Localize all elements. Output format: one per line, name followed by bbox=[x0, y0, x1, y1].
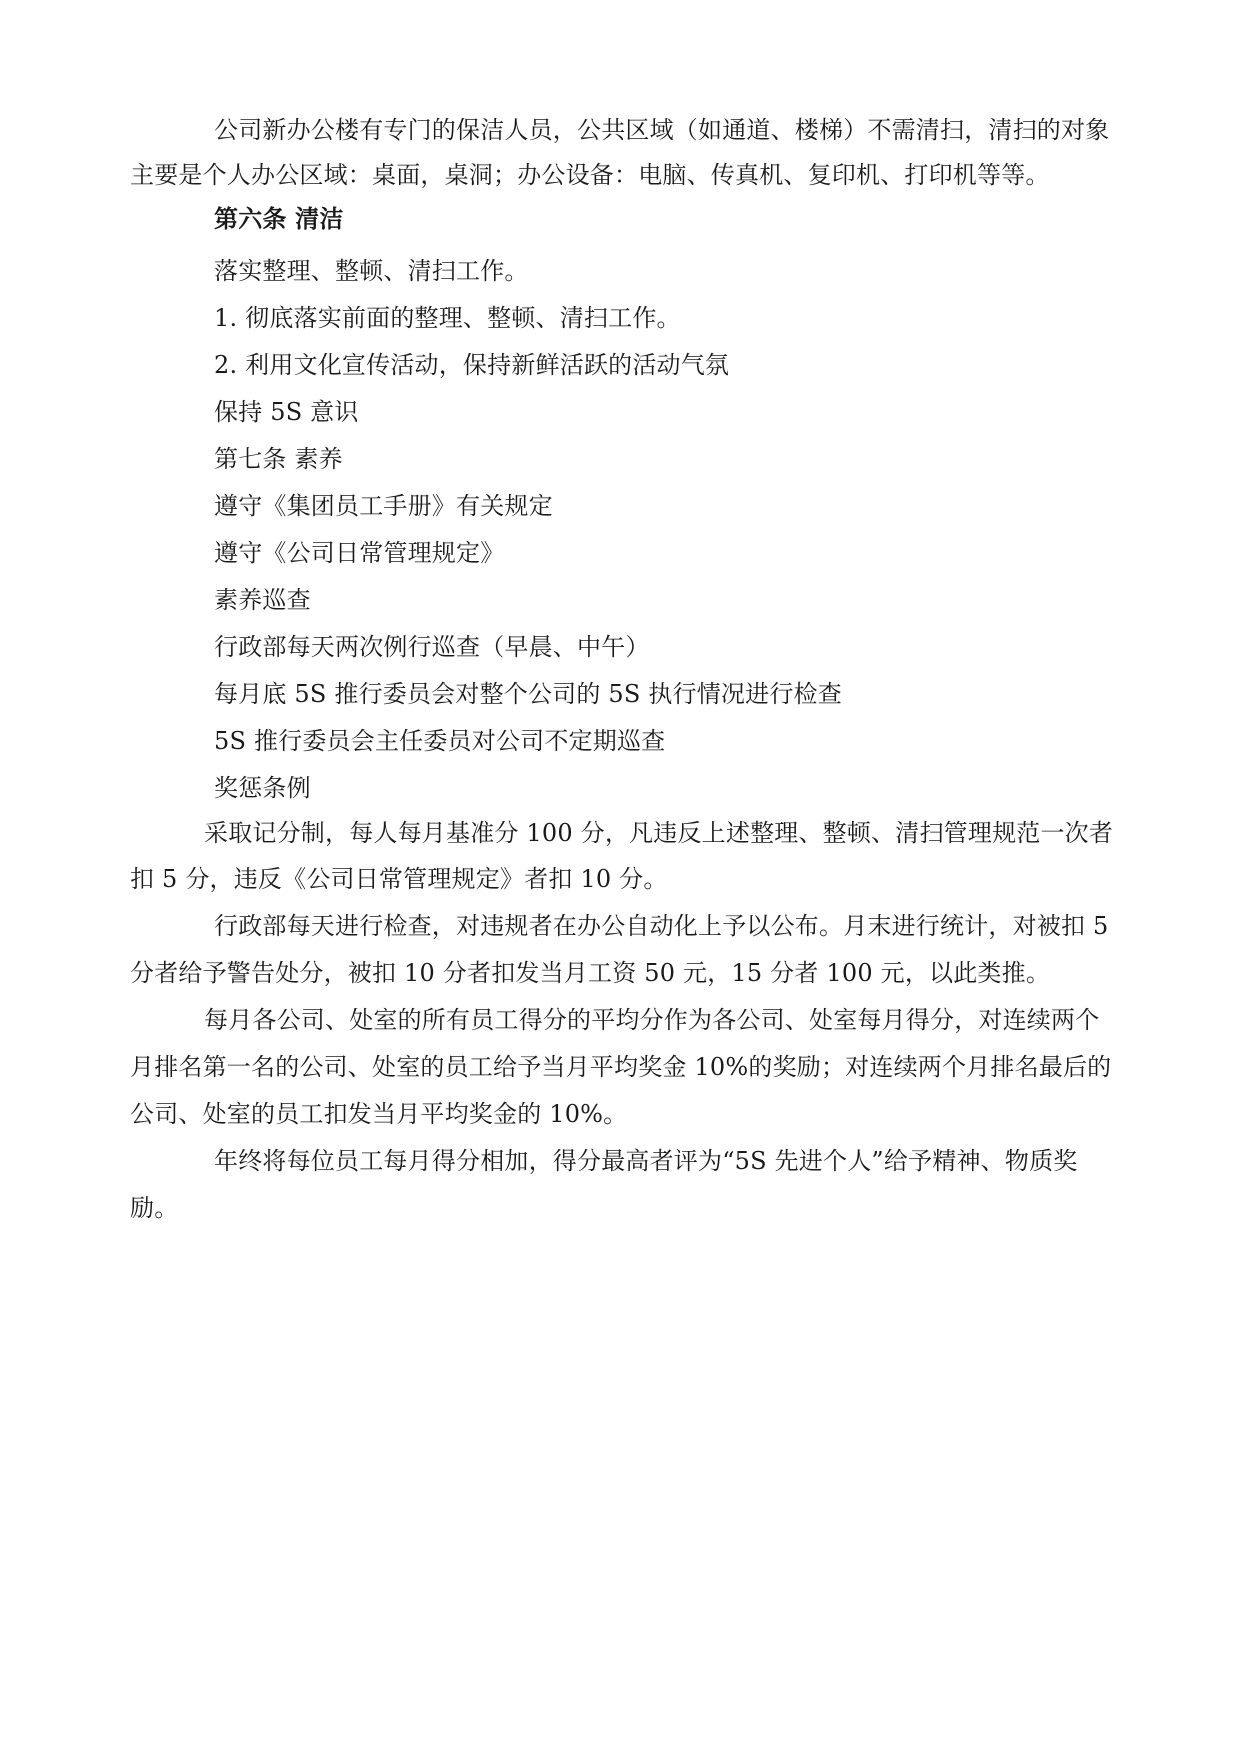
paragraph-annual-line-2: 励。 bbox=[130, 1194, 179, 1222]
paragraph-implement: 落实整理、整顿、清扫工作。 bbox=[214, 257, 529, 285]
article-6-heading: 第六条 清洁 bbox=[214, 204, 344, 233]
article-7-heading: 第七条 素养 bbox=[214, 445, 343, 473]
paragraph-inspection-title: 素养巡查 bbox=[214, 586, 311, 614]
paragraph-ranking-line-3: 公司、处室的员工扣发当月平均奖金的 10%。 bbox=[130, 1100, 628, 1128]
list-item-1: 1. 彻底落实前面的整理、整顿、清扫工作。 bbox=[214, 304, 681, 332]
paragraph-group-handbook: 遵守《集团员工手册》有关规定 bbox=[214, 492, 553, 520]
paragraph-penalty-line-2: 分者给予警告处分，被扣 10 分者扣发当月工资 50 元，15 分者 100 元，以此类推。 bbox=[130, 959, 1051, 987]
paragraph-scoring-line-1: 采取记分制，每人每月基准分 100 分，凡违反上述整理、整顿、清扫管理规范一次者 bbox=[204, 819, 1114, 847]
list-item-2: 2. 利用文化宣传活动，保持新鲜活跃的活动气氛 bbox=[214, 351, 730, 379]
paragraph-ranking-line-2: 月排名第一名的公司、处室的员工给予当月平均奖金 10%的奖励；对连续两个月排名最后的 bbox=[130, 1053, 1112, 1081]
paragraph-daily-rules: 遵守《公司日常管理规定》 bbox=[214, 539, 505, 567]
paragraph-cleaning-scope-line-1: 公司新办公楼有专门的保洁人员，公共区域（如通道、楼梯）不需清扫，清扫的对象 bbox=[214, 116, 1110, 144]
paragraph-monthly-check: 每月底 5S 推行委员会对整个公司的 5S 执行情况进行检查 bbox=[214, 680, 842, 708]
paragraph-admin-inspection: 行政部每天两次例行巡查（早晨、中午） bbox=[214, 633, 650, 661]
paragraph-penalty-line-1: 行政部每天进行检查，对违规者在办公自动化上予以公布。月末进行统计，对被扣 5 bbox=[214, 912, 1109, 940]
paragraph-committee-check: 5S 推行委员会主任委员对公司不定期巡查 bbox=[214, 727, 666, 755]
paragraph-keep-5s: 保持 5S 意识 bbox=[214, 398, 359, 426]
paragraph-scoring-line-2: 扣 5 分，违反《公司日常管理规定》者扣 10 分。 bbox=[130, 865, 668, 893]
paragraph-cleaning-scope-line-2: 主要是个人办公区域：桌面，桌洞；办公设备：电脑、传真机、复印机、打印机等等。 bbox=[130, 161, 1050, 189]
paragraph-ranking-line-1: 每月各公司、处室的所有员工得分的平均分作为各公司、处室每月得分，对连续两个 bbox=[204, 1006, 1100, 1034]
paragraph-annual-line-1: 年终将每位员工每月得分相加，得分最高者评为“5S 先进个人”给予精神、物质奖 bbox=[214, 1147, 1078, 1175]
paragraph-reward-title: 奖惩条例 bbox=[214, 774, 311, 802]
